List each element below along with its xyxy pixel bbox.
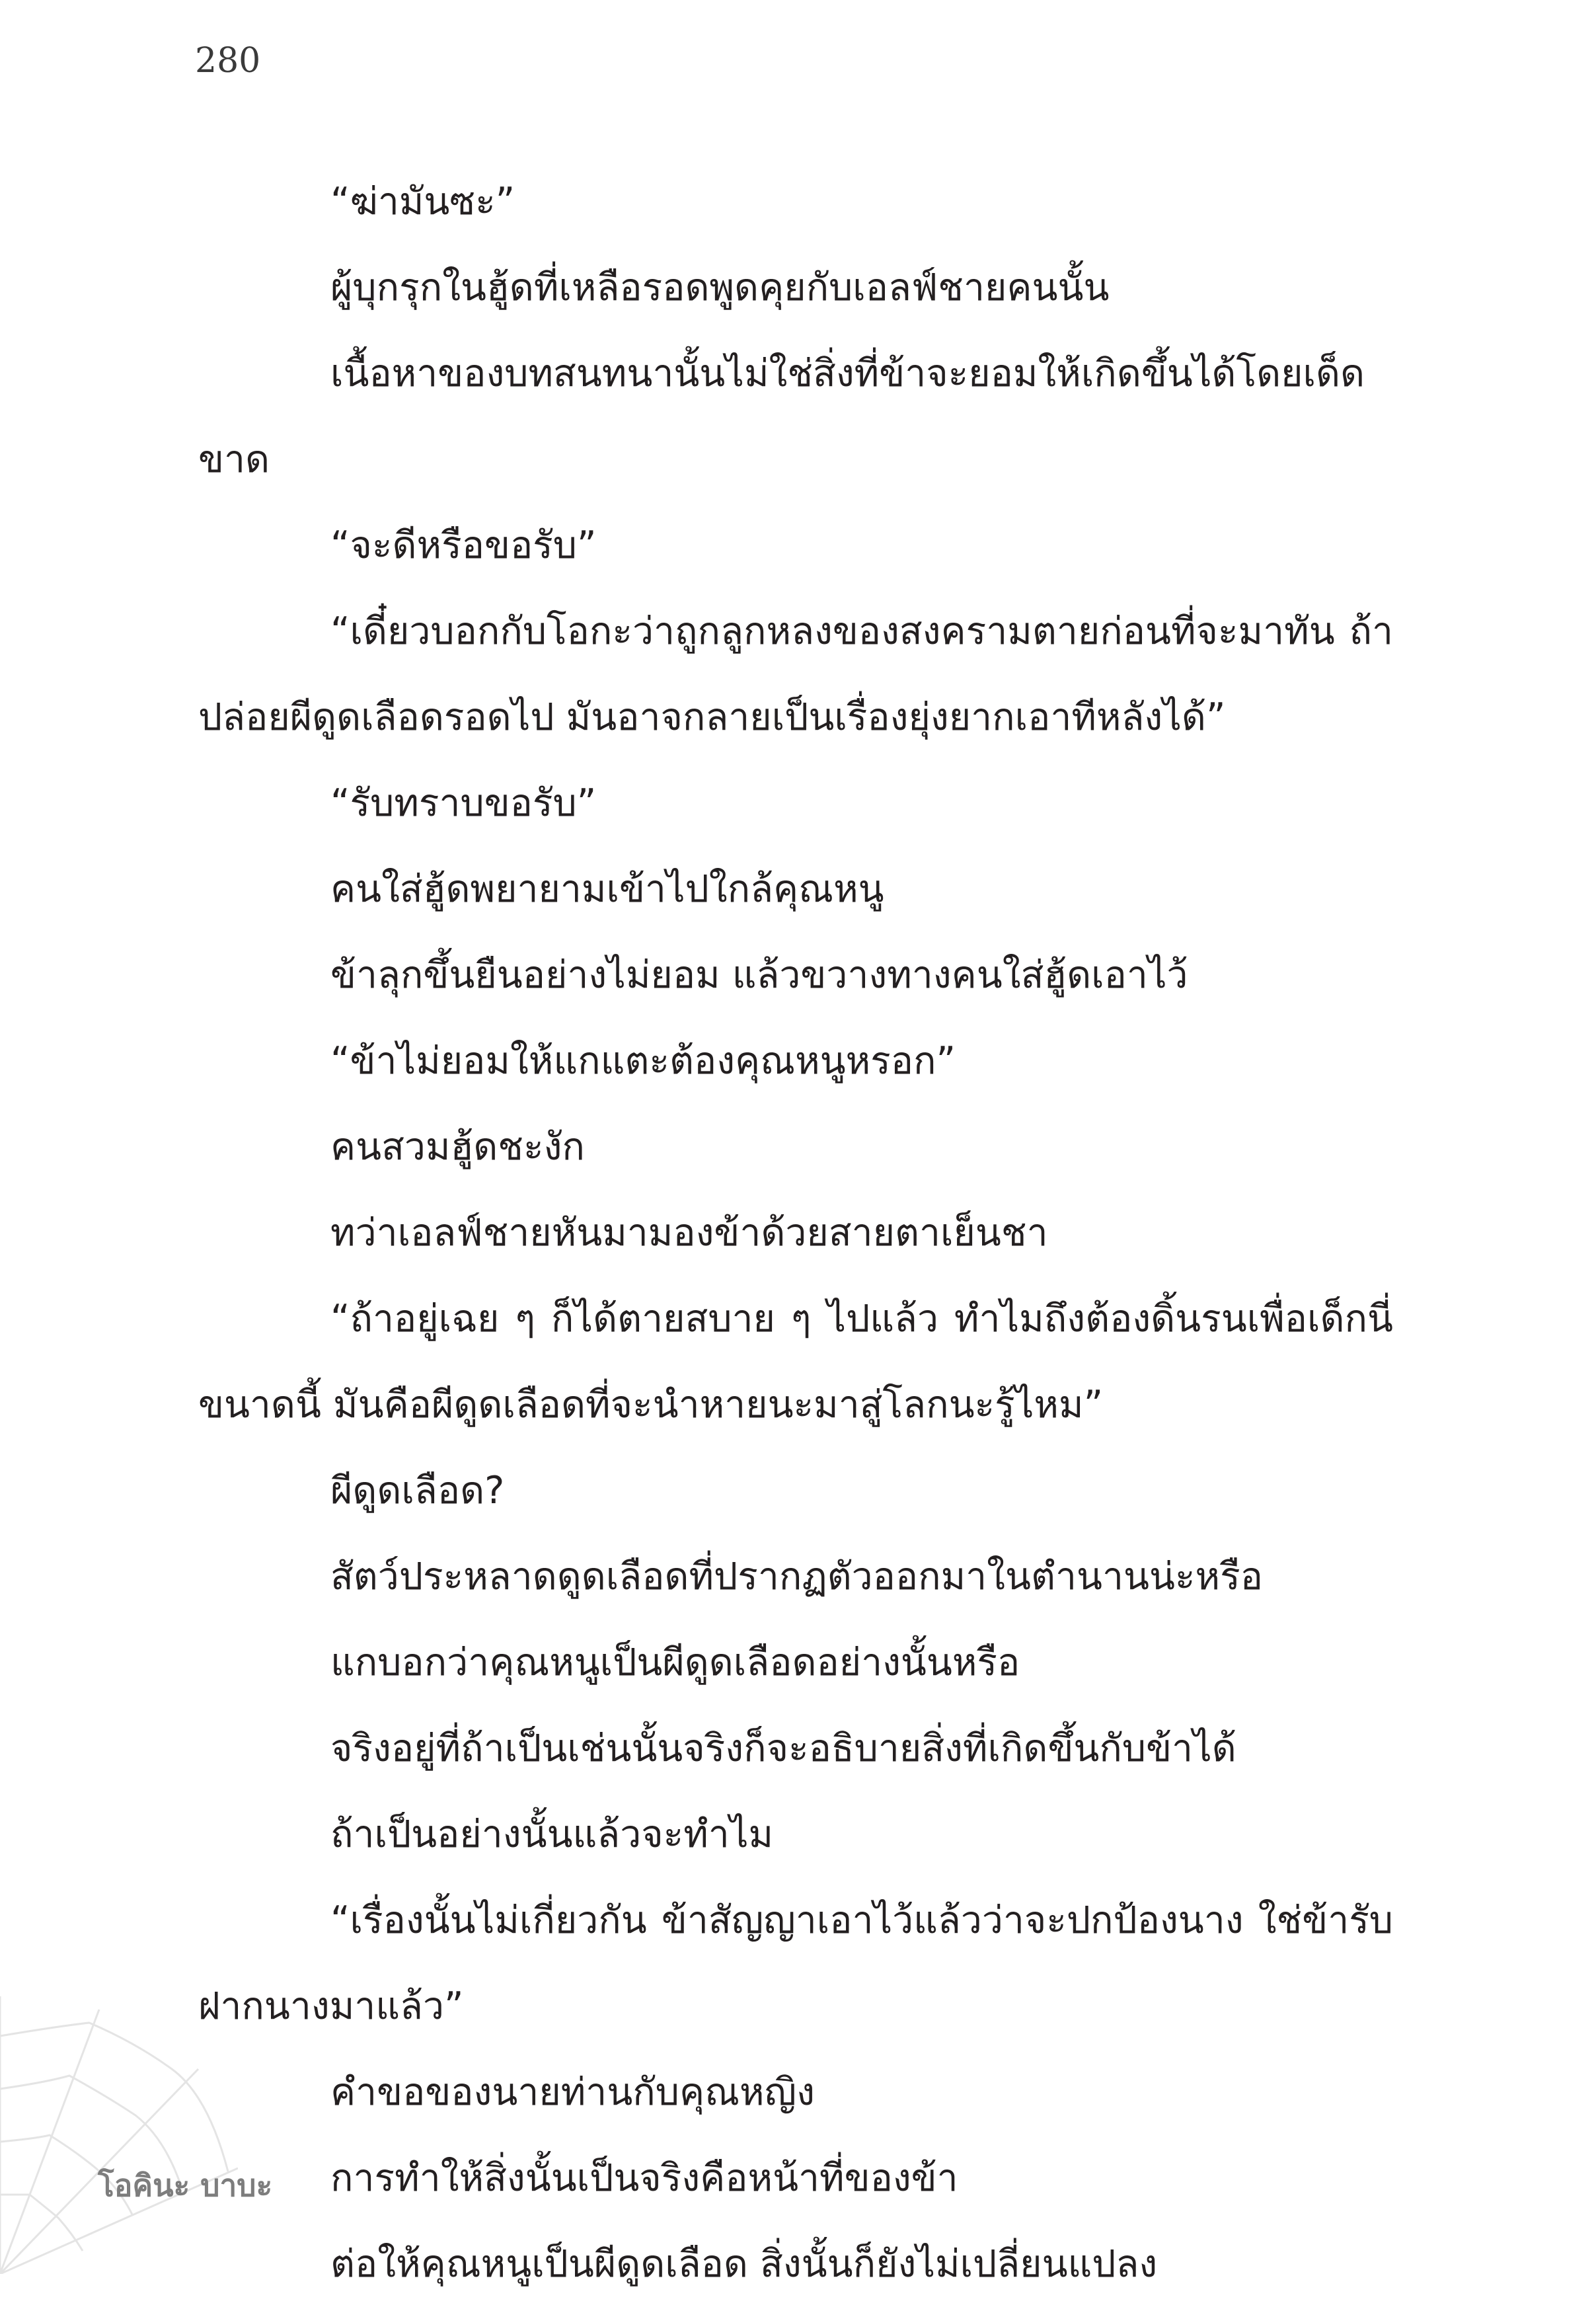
paragraph: คนใส่ฮู้ดพยายามเข้าไปใกล้คุณหนู bbox=[330, 867, 884, 911]
paragraph: “เรื่องนั้นไม่เกี่ยวกัน ข้าสัญญาเอาไว้แล้วว่าจะปกป้องนาง ใช่ข้ารับฝากนางมาแล้ว” bbox=[198, 1898, 1393, 2028]
paragraph: ถ้าเป็นอย่างนั้นแล้วจะทำไม bbox=[330, 1813, 774, 1856]
paragraph: “จะดีหรือขอรับ” bbox=[330, 524, 597, 567]
paragraph: ข้าลุกขึ้นยืนอย่างไม่ยอม แล้วขวางทางคนใส่ฮู้ดเอาไว้ bbox=[330, 953, 1188, 997]
paragraph: “ฆ่ามันซะ” bbox=[330, 180, 515, 223]
paragraph: ผีดูดเลือด? bbox=[330, 1469, 505, 1512]
paragraph: “ถ้าอยู่เฉย ๆ ก็ได้ตายสบาย ๆ ไปแล้ว ทำไมถึงต้องดิ้นรนเพื่อเด็กนี่ขนาดนี้ มันคือผีดูดเลือดที่จะนำหายนะมาสู่โลกนะรู้ไหม” bbox=[198, 1297, 1393, 1427]
body-text bbox=[198, 159, 1393, 2307]
page-number: 280 bbox=[195, 41, 261, 81]
paragraph: “ข้าไม่ยอมให้แกแตะต้องคุณหนูหรอก” bbox=[330, 1039, 956, 1083]
paragraph: แกบอกว่าคุณหนูเป็นผีดูดเลือดอย่างนั้นหรือ bbox=[330, 1641, 1020, 1684]
paragraph: คนสวมฮู้ดชะงัก bbox=[330, 1125, 585, 1169]
paragraph: คำขอของนายท่านกับคุณหญิง bbox=[330, 2070, 815, 2114]
paragraph: ผู้บุกรุกในฮู้ดที่เหลือรอดพูดคุยกับเอลฟ์ชายคนนั้น bbox=[330, 266, 1110, 309]
paragraph: สัตว์ประหลาดดูดเลือดที่ปรากฏตัวออกมาในตำนานน่ะหรือ bbox=[330, 1555, 1263, 1598]
paragraph: เนื้อหาของบทสนทนานั้นไม่ใช่สิ่งที่ข้าจะยอมให้เกิดขึ้นได้โดยเด็ดขาด bbox=[198, 352, 1365, 481]
paragraph: ต่อให้คุณหนูเป็นผีดูดเลือด สิ่งนั้นก็ยังไม่เปลี่ยนแปลง bbox=[330, 2242, 1158, 2286]
paragraph: “เดี๋ยวบอกกับโอกะว่าถูกลูกหลงของสงครามตายก่อนที่จะมาทัน ถ้าปล่อยผีดูดเลือดรอดไป มันอาจกลายเป็นเรื่องยุ่งยากเอาทีหลังได้” bbox=[198, 609, 1393, 739]
paragraph: ทว่าเอลฟ์ชายหันมามองข้าด้วยสายตาเย็นชา bbox=[330, 1211, 1048, 1255]
paragraph: จริงอยู่ที่ถ้าเป็นเช่นนั้นจริงก็จะอธิบายสิ่งที่เกิดขึ้นกับข้าได้ bbox=[330, 1727, 1236, 1770]
spiderweb-decoration bbox=[0, 1996, 238, 2274]
author-name: โอคินะ บาบะ bbox=[98, 2168, 273, 2203]
paragraph: การทำให้สิ่งนั้นเป็นจริงคือหน้าที่ของข้า bbox=[330, 2156, 958, 2200]
paragraph: “รับทราบขอรับ” bbox=[330, 781, 597, 825]
